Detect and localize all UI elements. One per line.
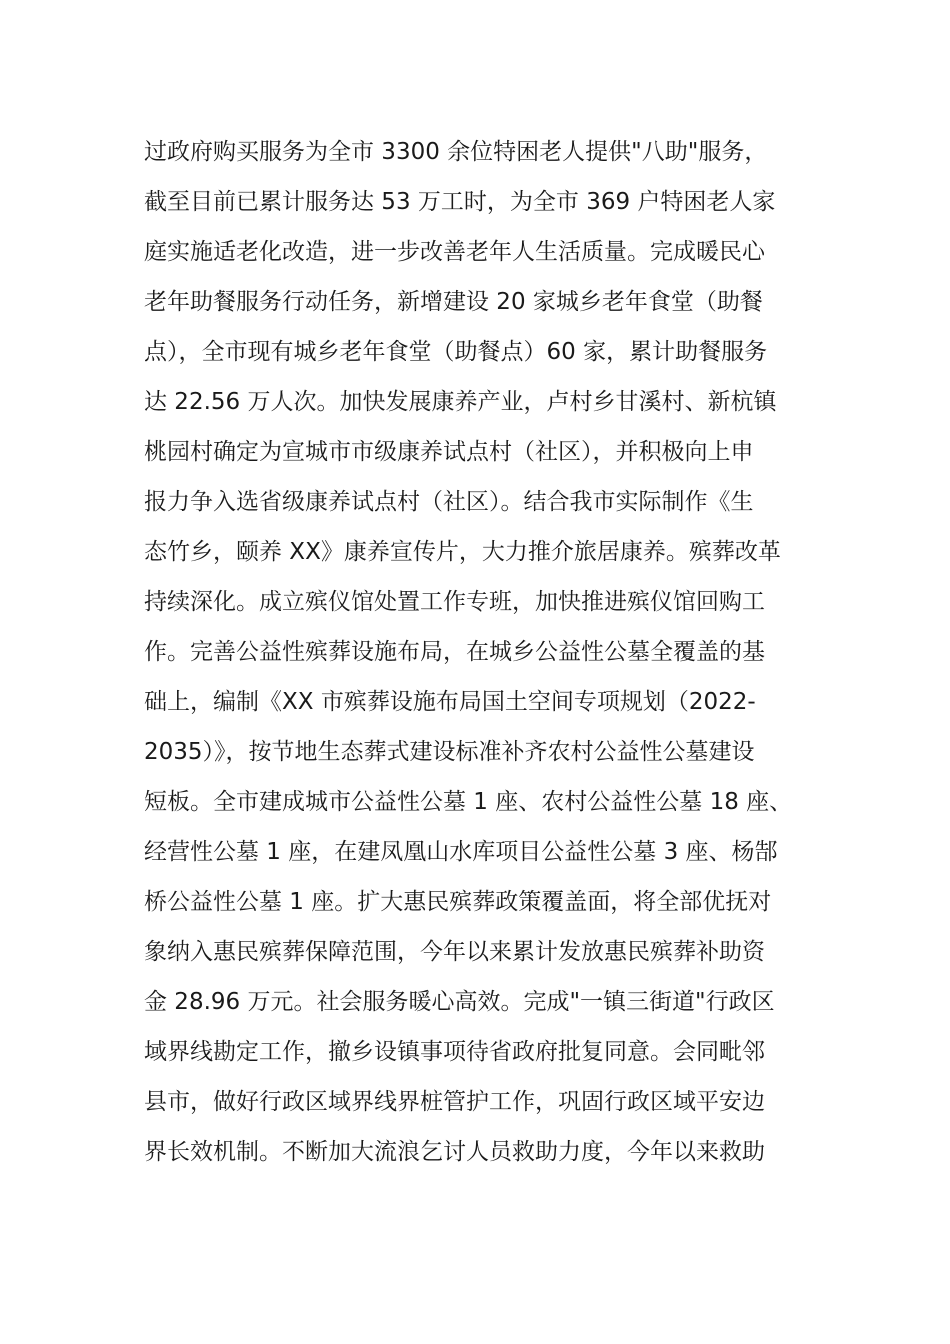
text-line-18: 金 28.96 万元。社会服务暖心高效。完成"一镇三街道"行政区 <box>144 989 775 1015</box>
text-line-11: 作。完善公益性殡葬设施布局，在城乡公益性公墓全覆盖的基 <box>144 639 765 665</box>
text-line-15: 经营性公墓 1 座，在建凤凰山水库项目公益性公墓 3 座、杨郜 <box>144 839 778 865</box>
text-line-2: 截至目前已累计服务达 53 万工时，为全市 369 户特困老人家 <box>144 189 776 215</box>
text-line-17: 象纳入惠民殡葬保障范围，今年以来累计发放惠民殡葬补助资 <box>144 939 765 965</box>
text-line-13: 2035）》，按节地生态葬式建设标准补齐农村公益性公墓建设 <box>144 739 755 765</box>
text-line-21: 界长效机制。不断加大流浪乞讨人员救助力度，今年以来救助 <box>144 1139 765 1165</box>
text-line-12: 础上，编制《XX 市殡葬设施布局国土空间专项规划（2022- <box>144 689 756 715</box>
text-line-3: 庭实施适老化改造，进一步改善老年人生活质量。完成暖民心 <box>144 239 765 265</box>
text-line-19: 域界线勘定工作，撤乡设镇事项待省政府批复同意。会同毗邻 <box>144 1039 765 1065</box>
text-line-7: 桃园村确定为宣城市市级康养试点村（社区），并积极向上申 <box>144 439 754 465</box>
text-line-9: 态竹乡，颐养 XX》康养宣传片，大力推介旅居康养。殡葬改革 <box>144 539 781 565</box>
text-line-20: 县市，做好行政区域界线界桩管护工作，巩固行政区域平安边 <box>144 1089 765 1115</box>
text-line-6: 达 22.56 万人次。加快发展康养产业，卢村乡甘溪村、新杭镇 <box>144 389 777 415</box>
text-line-10: 持续深化。成立殡仪馆处置工作专班，加快推进殡仪馆回购工 <box>144 589 765 615</box>
text-line-8: 报力争入选省级康养试点村（社区）。结合我市实际制作《生 <box>144 489 754 515</box>
text-line-16: 桥公益性公墓 1 座。扩大惠民殡葬政策覆盖面，将全部优抚对 <box>144 889 772 915</box>
text-line-1: 过政府购买服务为全市 3300 余位特困老人提供"八助"服务， <box>144 139 768 165</box>
text-line-14: 短板。全市建成城市公益性公墓 1 座、农村公益性公墓 18 座、 <box>144 789 793 815</box>
text-line-5: 点），全市现有城乡老年食堂（助餐点）60 家，累计助餐服务 <box>144 339 768 365</box>
body-paragraph <box>144 127 844 1177</box>
text-line-4: 老年助餐服务行动任务，新增建设 20 家城乡老年食堂（助餐 <box>144 289 763 315</box>
